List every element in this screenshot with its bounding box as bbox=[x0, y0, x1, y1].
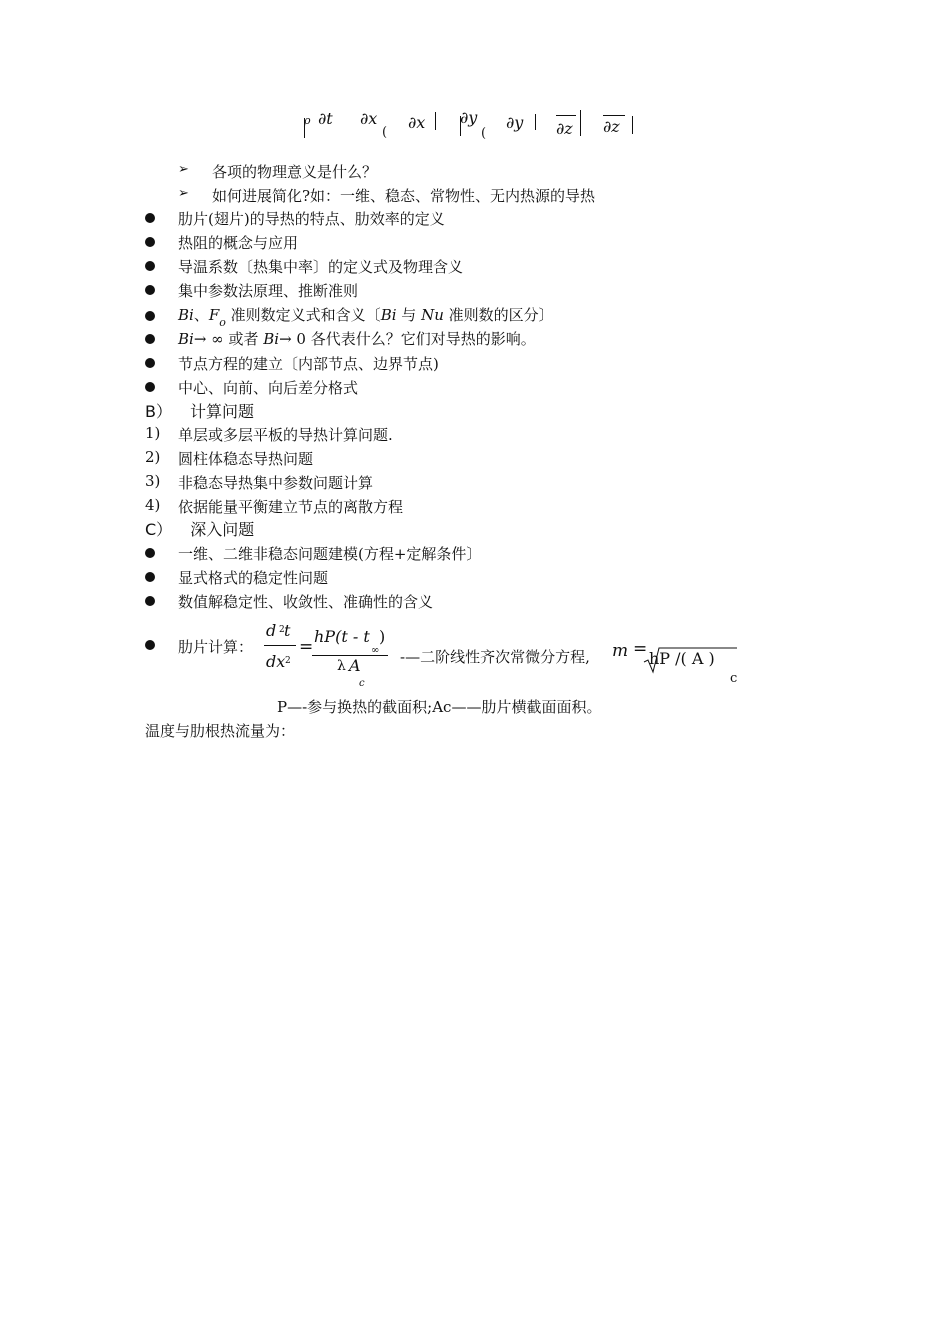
eq-dy2: ∂y bbox=[506, 113, 524, 132]
fraction-bar-left bbox=[264, 645, 296, 646]
eq-overbar-2 bbox=[603, 115, 625, 116]
bullet-icon bbox=[145, 261, 155, 271]
rhs-close: ) bbox=[379, 627, 386, 646]
footer-line: 温度与肋根热流量为： bbox=[145, 722, 296, 740]
inf-subscript: ∞ bbox=[371, 645, 380, 656]
eq-dz2: ∂z bbox=[603, 117, 620, 136]
bi-symbol: Bi bbox=[178, 330, 194, 348]
bullet-icon bbox=[145, 334, 155, 344]
yu-text: 与 bbox=[401, 306, 417, 324]
bi-symbol-2: Bi bbox=[263, 330, 280, 348]
bullet-icon bbox=[145, 548, 155, 558]
list-item: 非稳态导热集中参数问题计算 bbox=[178, 474, 374, 492]
equals-sign: = bbox=[299, 637, 314, 657]
section-label: B） bbox=[145, 402, 172, 421]
bullet-icon bbox=[145, 213, 155, 223]
list-item: 各项的物理意义是什么？ bbox=[212, 163, 378, 181]
eq-dz1: ∂z bbox=[556, 119, 573, 138]
num-d: d bbox=[266, 621, 277, 640]
list-item: 肋片(翅片)的导热的特点、肋效率的定义 bbox=[178, 210, 445, 228]
eq-rho: ρ bbox=[304, 114, 311, 127]
list-item-bi-fo bbox=[178, 304, 554, 329]
eq-paren: ( bbox=[382, 125, 388, 140]
arrow-marker-icon: ➢ bbox=[178, 162, 189, 177]
list-item: 显式格式的稳定性问题 bbox=[178, 569, 329, 587]
list-item: 热阻的概念与应用 bbox=[178, 234, 299, 252]
num-2: 2 bbox=[279, 625, 285, 635]
bullet-icon bbox=[145, 640, 155, 650]
list-item: 依据能量平衡建立节点的离散方程 bbox=[178, 498, 404, 516]
list-item: 一维、二维非稳态问题建模(方程+定解条件〕 bbox=[178, 545, 482, 563]
or-text: 或者 bbox=[228, 330, 259, 348]
den-dx: dx bbox=[266, 652, 286, 671]
ode-description: -—二阶线性齐次常微分方程, bbox=[400, 648, 590, 666]
bullet-icon bbox=[145, 285, 155, 295]
bi-symbol-2: Bi bbox=[380, 306, 397, 324]
eq-overbar-1 bbox=[556, 115, 576, 116]
sqrt-content: hP /( A ) bbox=[649, 649, 715, 668]
equals-sign-2: = bbox=[633, 639, 648, 659]
bullet-icon bbox=[145, 358, 155, 368]
list-number: 3) bbox=[145, 472, 161, 490]
list-item: 数值解稳定性、收敛性、准确性的含义 bbox=[178, 593, 434, 611]
eq-dy1: ∂y bbox=[460, 108, 478, 127]
eq-bar-4 bbox=[580, 110, 581, 136]
nu-symbol: Nu bbox=[421, 306, 444, 324]
section-heading-b bbox=[145, 399, 254, 422]
section-title: 深入问题 bbox=[190, 520, 255, 539]
list-item: 单层或多层平板的导热计算问题. bbox=[178, 426, 393, 444]
bullet-icon bbox=[145, 237, 155, 247]
list-item: 导温系数〔热集中率〕的定义式及物理含义 bbox=[178, 258, 464, 276]
arrow-zero: → 0 bbox=[279, 330, 306, 348]
list-item: 中心、向前、向后差分格式 bbox=[178, 379, 359, 397]
list-number: 4) bbox=[145, 496, 161, 514]
bi-inf-tail: 各代表什么？它们对导热的影响。 bbox=[310, 330, 536, 348]
eq-dt: ∂t bbox=[318, 109, 333, 128]
list-item: 圆柱体稳态导热问题 bbox=[178, 450, 314, 468]
list-item: 节点方程的建立〔内部节点、边界节点) bbox=[178, 355, 439, 373]
m-symbol: m bbox=[612, 641, 629, 661]
arrow-inf: → ∞ bbox=[193, 330, 224, 348]
bi-fo-text: 准则数定义式和含义〔 bbox=[230, 306, 381, 324]
sqrt-subscript: c bbox=[730, 671, 738, 686]
bullet-icon bbox=[145, 596, 155, 606]
list-item-bi-inf bbox=[178, 328, 536, 349]
list-number: 2) bbox=[145, 448, 161, 466]
bullet-icon bbox=[145, 572, 155, 582]
list-item: 集中参数法原理、推断准则 bbox=[178, 282, 359, 300]
o-subscript: o bbox=[219, 316, 226, 329]
lambda-symbol: λ bbox=[337, 658, 346, 674]
bi-fo-tail: 准则数的区分〕 bbox=[448, 306, 554, 324]
rhs-numerator: hP(t - t bbox=[314, 627, 370, 646]
den-2: 2 bbox=[285, 656, 291, 666]
section-title: 计算问题 bbox=[189, 402, 254, 421]
list-number: 1) bbox=[145, 424, 161, 442]
fin-calc-label: 肋片计算： bbox=[178, 638, 254, 656]
eq-bracket-left bbox=[304, 118, 305, 138]
area-symbol: A bbox=[349, 656, 361, 675]
c-subscript: c bbox=[359, 678, 365, 689]
bullet-icon bbox=[145, 311, 155, 321]
separator: 、 bbox=[193, 306, 209, 324]
eq-bar-3 bbox=[535, 114, 536, 130]
note-line: P—-参与换热的截面积;Ac——肋片横截面面积。 bbox=[277, 698, 602, 716]
section-label: C） bbox=[145, 520, 173, 539]
num-t: t bbox=[284, 621, 291, 640]
f-symbol: F bbox=[208, 306, 220, 324]
arrow-marker-icon: ➢ bbox=[178, 186, 189, 201]
eq-paren-2: ( bbox=[481, 126, 487, 141]
bi-symbol: Bi bbox=[178, 306, 194, 324]
bullet-icon bbox=[145, 382, 155, 392]
eq-bar-5 bbox=[632, 116, 633, 134]
section-heading-c bbox=[145, 517, 254, 540]
eq-bar-1 bbox=[435, 112, 436, 130]
eq-dx2: ∂x bbox=[408, 113, 426, 132]
eq-dx1: ∂x bbox=[360, 109, 378, 128]
list-item: 如何进展简化?如：一维、稳态、常物性、无内热源的导热 bbox=[212, 187, 596, 205]
